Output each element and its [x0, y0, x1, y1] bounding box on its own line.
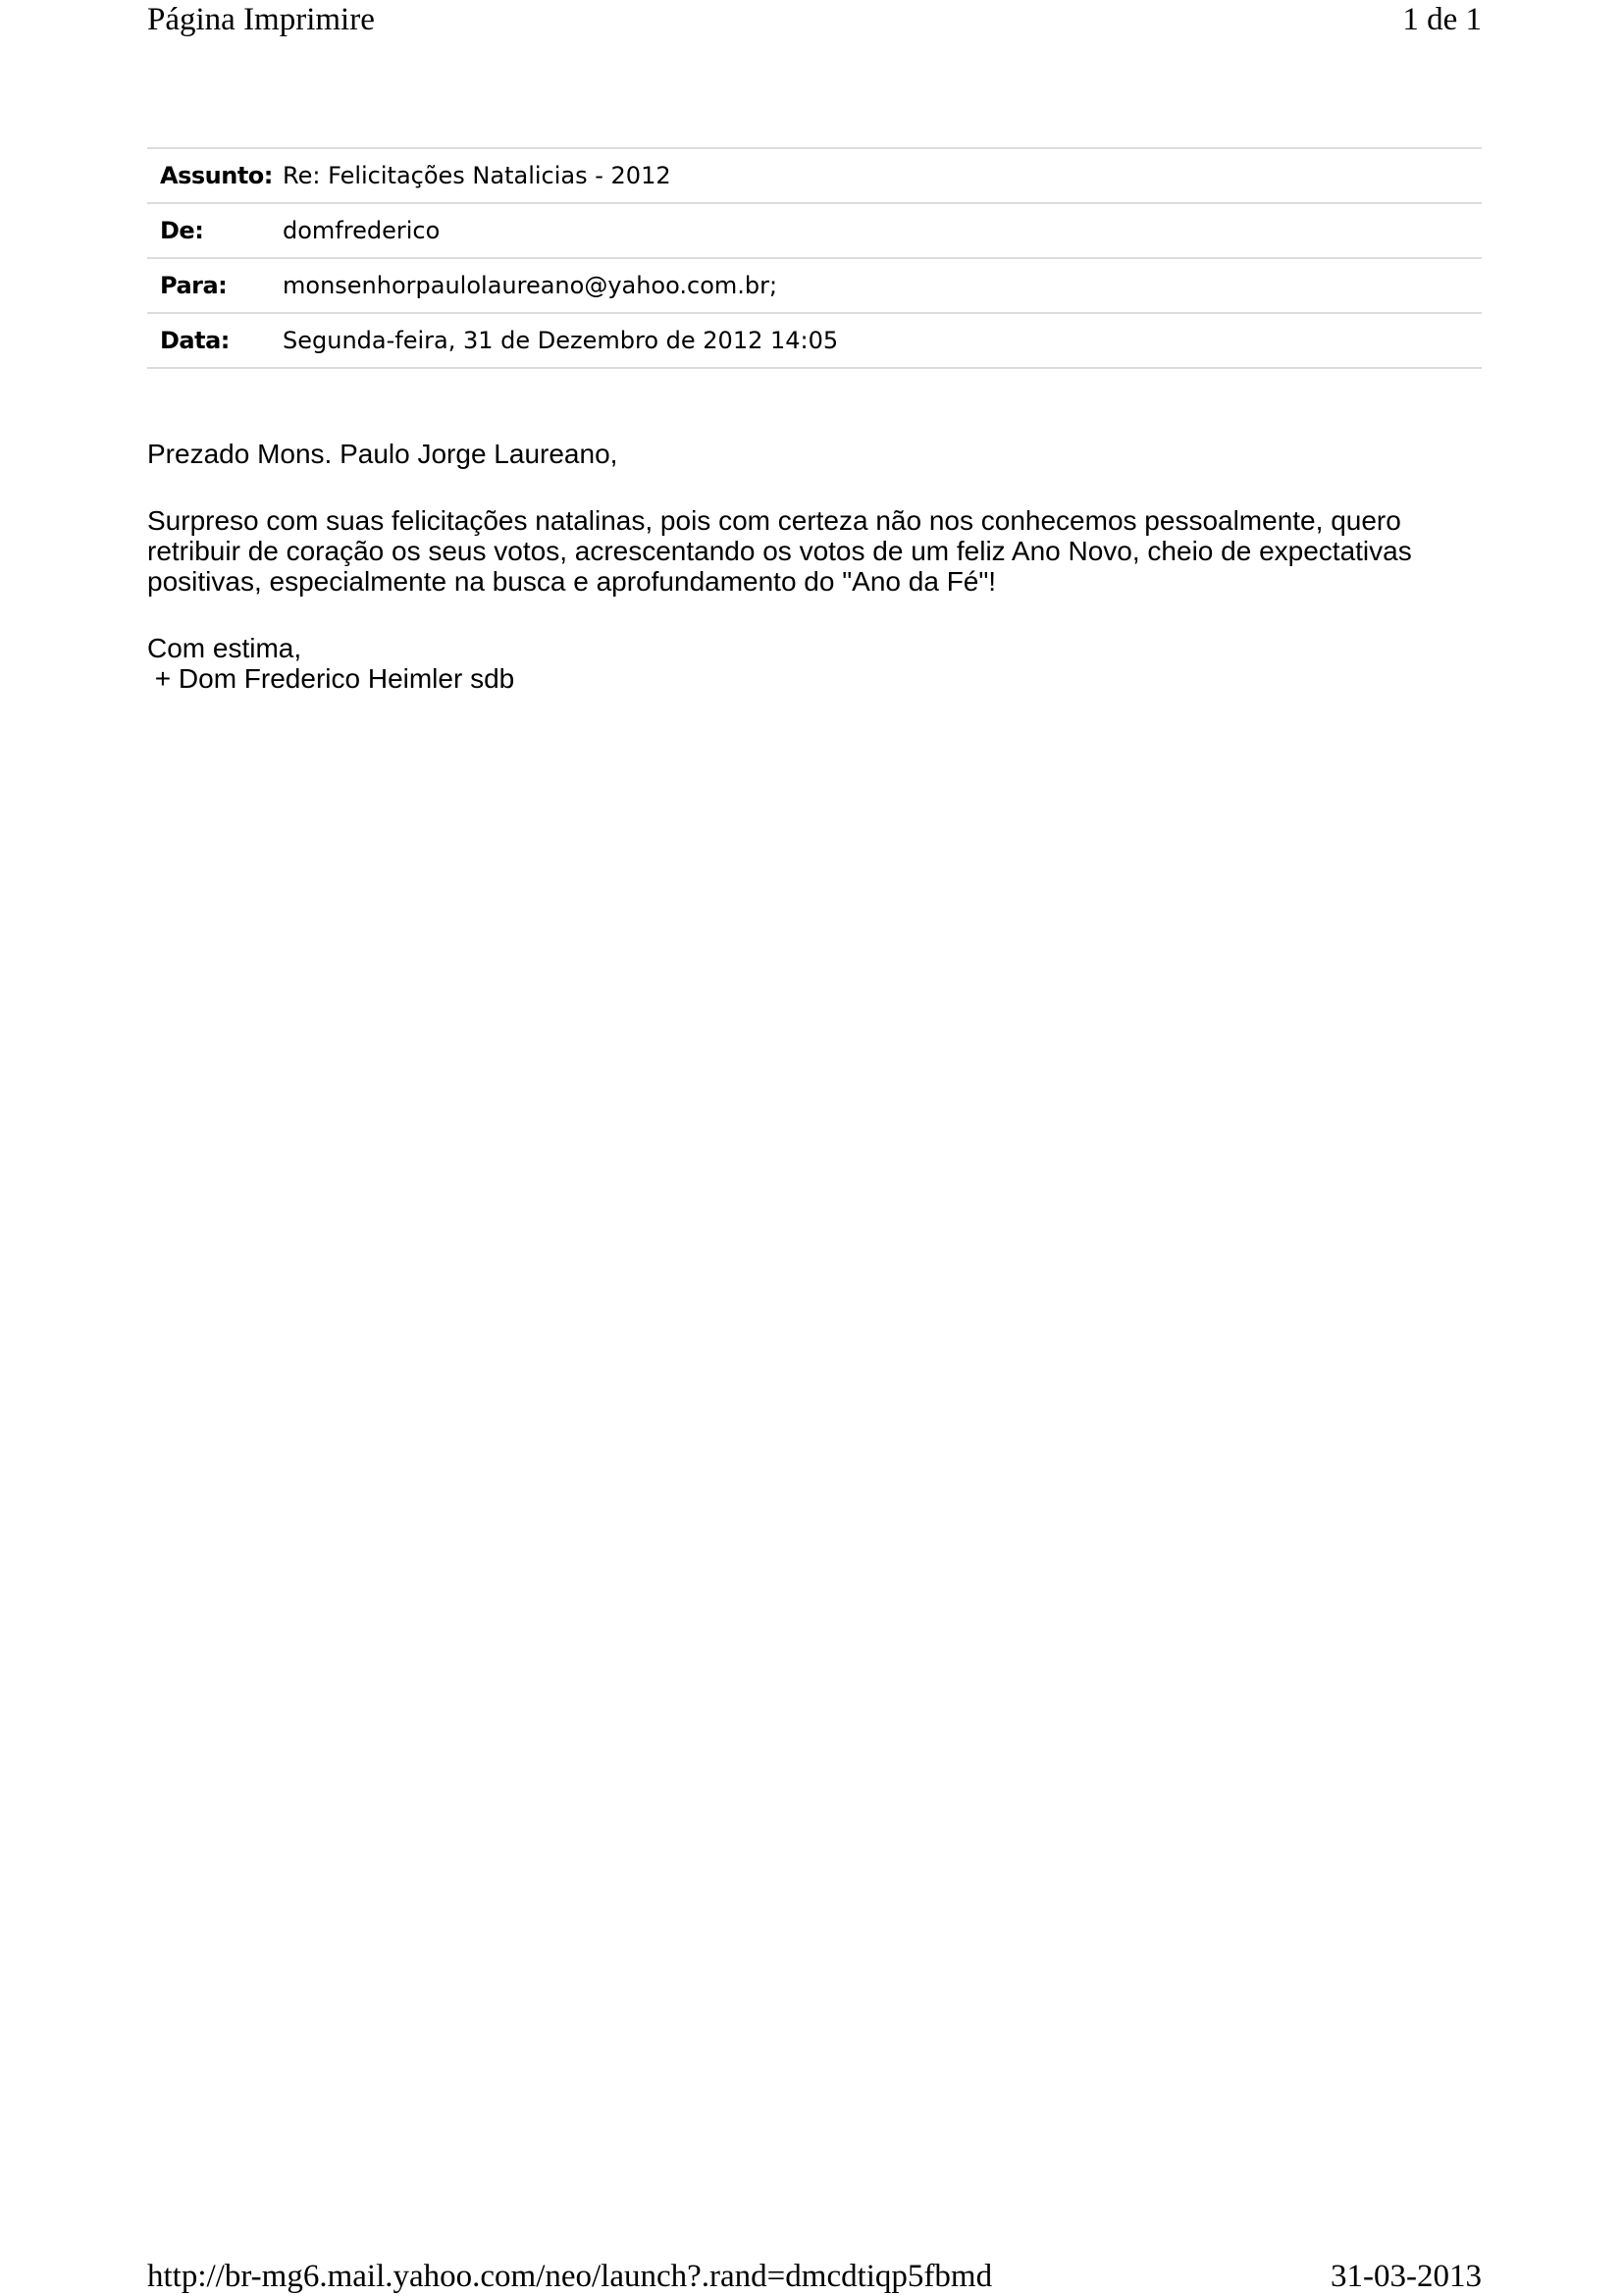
- print-source-url: http://br-mg6.mail.yahoo.com/neo/launch?.rand=dmcdtiqp5fbmd: [147, 2259, 993, 2294]
- from-value: domfrederico: [283, 217, 441, 244]
- print-header: [147, 0, 1482, 43]
- print-footer: [147, 2257, 1482, 2296]
- email-date-row: [147, 314, 1482, 369]
- subject-label: Assunto:: [160, 162, 273, 189]
- email-from-row: [147, 204, 1482, 259]
- email-subject-row: [147, 149, 1482, 204]
- subject-value: Re: Felicitações Natalicias - 2012: [283, 162, 671, 189]
- email-closing: Com estima,: [147, 633, 302, 663]
- body-line: Surpreso com suas felicitações natalinas, pois com certeza não nos conhecemos pessoalmente, quero: [147, 505, 1401, 536]
- print-date: 31-03-2013: [1331, 2259, 1482, 2294]
- print-page-title: Página Imprimire: [147, 2, 375, 37]
- body-line: positivas, especialmente na busca e aprofundamento do "Ano da Fé"!: [147, 566, 997, 597]
- email-to-row: [147, 259, 1482, 314]
- date-value: Segunda-feira, 31 de Dezembro de 2012 14:05: [283, 327, 839, 354]
- email-closing-block: [147, 633, 1501, 694]
- email-body: [147, 439, 1501, 694]
- email-signature: + Dom Frederico Heimler sdb: [147, 663, 515, 694]
- email-greeting: Prezado Mons. Paulo Jorge Laureano,: [147, 439, 618, 469]
- print-page-number: 1 de 1: [1402, 2, 1482, 37]
- body-line: retribuir de coração os seus votos, acrescentando os votos de um feliz Ano Novo, cheio de expectativas: [147, 536, 1412, 566]
- email-header-table: [147, 147, 1482, 369]
- from-label: De:: [160, 217, 204, 244]
- to-value: monsenhorpaulolaureano@yahoo.com.br;: [283, 272, 778, 299]
- to-label: Para:: [160, 272, 228, 299]
- email-message-paragraph: [147, 505, 1501, 597]
- date-label: Data:: [160, 327, 230, 354]
